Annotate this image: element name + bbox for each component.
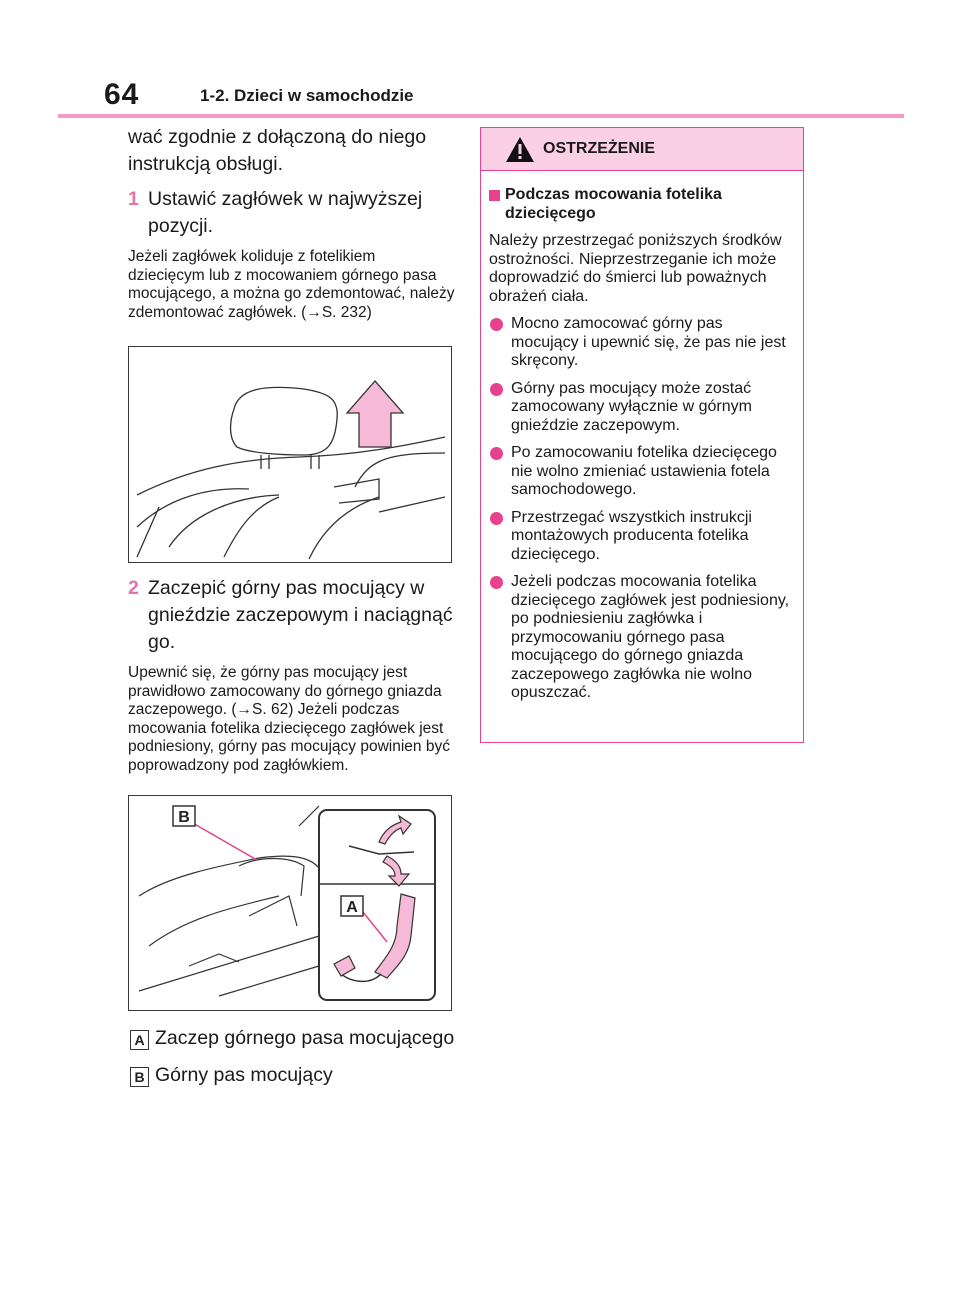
warning-subtitle-text: Podczas mocowania fotelika dziecięcego — [505, 186, 722, 222]
warning-bullet-text: Jeżeli podczas mocowania fotelika dziecięcego zagłówek jest podniesiony, po podniesieniu zagłówka i przymocowaniu górnego pasa mocującego do górnego gniazda zaczepowego zagłówka nie wolno opuszczać. — [511, 573, 790, 701]
warning-subtitle — [489, 185, 793, 223]
step-2-number: 2 — [128, 577, 139, 599]
bullet-dot-icon — [490, 512, 503, 525]
step-2-text: Zaczepić górny pas mocujący w gnieździe zaczepowym i naciągnąć go. — [148, 577, 453, 653]
figure-label-a: A — [346, 899, 358, 916]
legend-key-b: B — [130, 1067, 149, 1087]
warning-bullet-text: Po zamocowaniu fotelika dziecięcego nie wolno zmieniać ustawienia fotela samochodowego. — [511, 444, 777, 498]
headrest-drawing — [129, 347, 451, 562]
square-bullet-icon — [489, 190, 500, 201]
warning-title: OSTRZEŻENIE — [543, 140, 656, 157]
bullet-dot-icon — [490, 447, 503, 460]
step-1-number: 1 — [128, 188, 139, 210]
step-1-text: Ustawić zagłówek w najwyższej pozycji. — [148, 188, 423, 237]
step-1-note: Jeżeli zagłówek koliduje z fotelikiem dziecięcym lub z mocowaniem górnego pasa mocującego, a można go zdemontować, należy zdemontować zagłówek. (→S. 232) — [128, 248, 455, 321]
legend-item-b — [128, 1062, 456, 1089]
section-title: 1-2. Dzieci w samochodzie — [200, 86, 414, 105]
warning-body — [481, 171, 803, 703]
bullet-dot-icon — [490, 383, 503, 396]
warning-triangle-icon — [505, 136, 535, 163]
legend-item-a — [128, 1025, 456, 1052]
tether-illustration — [128, 795, 452, 1011]
warning-intro: Należy przestrzegać poniższych środków ostrożności. Nieprzestrzeganie ich może doprowadzić do śmierci lub poważnych obrażeń ciała. — [489, 232, 782, 305]
warning-bullet-text: Mocno zamocować górny pas mocujący i upewnić się, że pas nie jest skręcony. — [511, 315, 786, 369]
warning-header — [481, 128, 803, 171]
headrest-illustration — [128, 346, 452, 563]
warning-bullet-text: Górny pas mocujący może zostać zamocowany wyłącznie w górnym gnieździe zaczepowym. — [511, 379, 752, 434]
step-2 — [128, 575, 456, 656]
legend-key-a: A — [130, 1030, 149, 1050]
page-number: 64 — [104, 78, 140, 111]
step-1 — [128, 186, 456, 240]
step-2-note: Upewnić się, że górny pas mocujący jest prawidłowo zamocowany do górnego gniazda zaczepowego. (→S. 62) Jeżeli podczas mocowania fotelika dziecięcego zagłówek jest podniesiony, górny pas mocujący powinien być poprowadzony pod zagłówkiem. — [128, 664, 450, 774]
legend-text-a: Zaczep górnego pasa mocującego — [155, 1027, 455, 1049]
tether-drawing — [129, 796, 451, 1010]
warning-bullet — [489, 380, 793, 436]
header-rule — [58, 114, 904, 118]
warning-bullet — [489, 315, 793, 371]
intro-text: wać zgodnie z dołączoną do niego instrukcją obsługi. — [128, 126, 427, 175]
warning-bullet-text: Przestrzegać wszystkich instrukcji montażowych producenta fotelika dziecięcego. — [511, 508, 752, 563]
page-header — [0, 0, 960, 120]
left-column — [128, 124, 456, 1089]
figure-label-b: B — [178, 809, 190, 826]
warning-bullet — [489, 509, 793, 565]
bullet-dot-icon — [490, 318, 503, 331]
warning-bullet — [489, 444, 793, 500]
warning-bullet — [489, 573, 793, 703]
bullet-dot-icon — [490, 576, 503, 589]
legend-text-b: Górny pas mocujący — [155, 1064, 333, 1086]
warning-box — [480, 127, 804, 743]
